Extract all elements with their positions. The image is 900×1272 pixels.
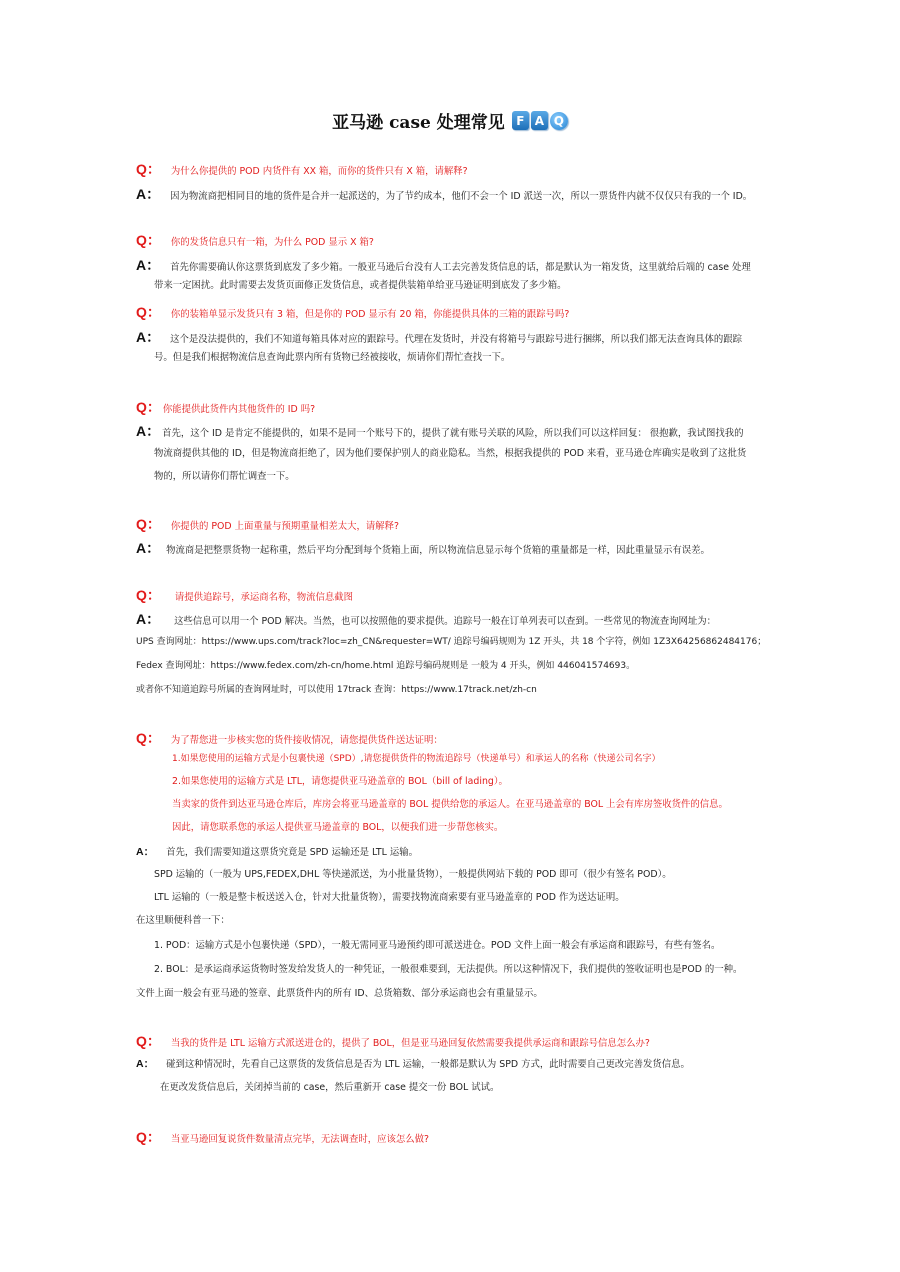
answer-4-line-3: 物的，所以请你们帮忙调查一下。	[154, 471, 295, 482]
answer-7-line-3: LTL 运输的（一般是整卡板送送入仓，针对大批量货物），需要找物流商索要有亚马逊盖章的 POD 作为送达证明。	[154, 892, 625, 903]
answer-8-line-2: 在更改发货信息后，关闭掉当前的 case，然后重新开 case 提交一份 BOL 试试。	[160, 1082, 500, 1093]
answer-8	[136, 1057, 690, 1072]
answer-7-line-6: 2. BOL：是承运商承运货物时签发给发货人的一种凭证，一般很难要到，无法提供。所以这种情况下，我们提供的签收证明也是POD 的一种。	[154, 964, 743, 975]
a-label: A：	[136, 257, 161, 273]
question-7-line-4: 当卖家的货件到达亚马逊仓库后，库房会将亚马逊盖章的 BOL 提供给您的承运人。在亚马逊盖章的 BOL 上会有库房签收货件的信息。	[172, 799, 728, 810]
q-label: Q：	[136, 161, 161, 177]
answer-5	[136, 541, 710, 558]
question-text: 当亚马逊回复说货件数量清点完毕，无法调查时，应该怎么做?	[170, 1134, 429, 1145]
question-3	[136, 305, 569, 322]
answer-6	[136, 612, 716, 629]
question-text: 你能提供此货件内其他货件的 ID 吗?	[162, 404, 316, 415]
answer-3	[136, 330, 742, 347]
question-text: 你的装箱单显示发货只有 3 箱，但是你的 POD 显示有 20 箱，你能提供具体的三箱的跟踪号吗?	[170, 309, 570, 320]
a-label: A：	[136, 423, 161, 439]
answer-2	[136, 258, 751, 275]
question-text: 为了帮您进一步核实您的货件接收情况，请您提供货件送达证明：	[170, 735, 443, 746]
title-row	[0, 108, 900, 133]
q-label: Q：	[136, 399, 161, 415]
question-text: 为什么你提供的 POD 内货件有 XX 箱，而你的货件只有 X 箱，请解释?	[170, 166, 468, 177]
answer-7-line-5: 1. POD：运输方式是小包裹快递（SPD），一般无需同亚马逊预约即可派送进仓。POD 文件上面一般会有承运商和跟踪号，有些有签名。	[154, 940, 721, 951]
a-label: A：	[136, 846, 155, 858]
answer-6-ups-line: UPS 查询网址：https://www.ups.com/track?loc=zh_CN&requester=WT/ 追踪号编码规则为 1Z 开头，共 18 个字符，例如 1Z3X64256862484176；	[136, 637, 767, 647]
answer-4	[136, 424, 744, 441]
question-4	[136, 400, 315, 417]
question-7-line-5: 因此，请您联系您的承运人提供亚马逊盖章的 BOL，以便我们进一步帮您核实。	[172, 822, 504, 833]
question-7-line-3: 2.如果您使用的运输方式是 LTL，请您提供亚马逊盖章的 BOL（bill of lading）。	[172, 776, 508, 787]
q-label: Q：	[136, 587, 161, 603]
answer-7-line-7: 文件上面一般会有亚马逊的签章、此票货件内的所有 ID、总货箱数、部分承运商也会有重量显示。	[136, 988, 543, 999]
answer-6-fedex-line: Fedex 查询网址：https://www.fedex.com/zh-cn/home.html 追踪号编码规则是 一般为 4 开头，例如 446041574693。	[136, 661, 636, 671]
q-label: Q：	[136, 730, 161, 746]
question-8	[136, 1034, 650, 1051]
a-label: A：	[136, 611, 161, 627]
answer-text: 碰到这种情况时，先看自己这票货的发货信息是否为 LTL 运输，一般都是默认为 SPD 方式，此时需要自己更改完善发货信息。	[166, 1059, 690, 1070]
question-1	[136, 162, 468, 179]
question-text: 你的发货信息只有一箱，为什么 POD 显示 X 箱?	[170, 237, 374, 248]
document-title: 亚马逊 case 处理常见	[332, 113, 505, 133]
q-label: Q：	[136, 1129, 161, 1145]
question-5	[136, 517, 399, 534]
answer-4-line-2: 物流商提供其他的 ID，但是物流商拒绝了，因为他们要保护别人的商业隐私。当然，根据我提供的 POD 来看，亚马逊仓库确实是收到了这批货	[154, 448, 747, 459]
answer-7	[136, 845, 418, 860]
question-text: 请提供追踪号，承运商名称，物流信息截图	[174, 592, 354, 603]
answer-text: 因为物流商把相同目的地的货件是合并一起派送的，为了节约成本，他们不会一个 ID 派送一次，所以一票货件内就不仅仅只有我的一个 ID。	[170, 191, 753, 202]
answer-text: 首先你需要确认你这票货到底发了多少箱。一般亚马逊后台没有人工去完善发货信息的话，都是默认为一箱发货，这里就给后端的 case 处理	[170, 262, 751, 273]
answer-text: 首先，这个 ID 是肯定不能提供的，如果不是同一个账号下的，提供了就有账号关联的风险，所以我们可以这样回复： 很抱歉，我试图找我的	[162, 428, 744, 439]
answer-6-17track-line: 或者你不知道追踪号所属的查询网址时，可以使用 17track 查询：https://www.17track.net/zh-cn	[136, 685, 537, 695]
q-label: Q：	[136, 232, 161, 248]
question-6	[136, 588, 353, 605]
answer-3-line-2: 号。但是我们根据物流信息查询此票内所有货物已经被接收，烦请你们帮忙查找一下。	[154, 352, 511, 363]
question-7-line-2: 1.如果您使用的运输方式是小包裹快递（SPD）,请您提供货件的物流追踪号（快递单号）和承运人的名称（快递公司名字）	[172, 754, 661, 764]
answer-text: 这个是没法提供的，我们不知道每箱具体对应的跟踪号。代理在发货时，并没有将箱号与跟踪号进行捆绑，所以我们都无法查询具体的跟踪	[170, 334, 743, 345]
question-text: 当我的货件是 LTL 运输方式派送进仓的，提供了 BOL，但是亚马逊回复依然需要我提供承运商和跟踪号信息怎么办?	[170, 1038, 650, 1049]
faq-logo-icon	[512, 111, 568, 130]
q-label: Q：	[136, 1033, 161, 1049]
answer-1	[136, 187, 752, 204]
q-label: Q：	[136, 516, 161, 532]
a-label: A：	[136, 1058, 155, 1070]
a-label: A：	[136, 540, 161, 556]
a-label: A：	[136, 329, 161, 345]
a-label: A：	[136, 186, 161, 202]
question-7	[136, 731, 443, 748]
faq-logo-letter-q: Q	[550, 112, 568, 130]
answer-text: 首先，我们需要知道这票货究竟是 SPD 运输还是 LTL 运输。	[166, 847, 418, 858]
answer-text: 这些信息可以用一个 POD 解决。当然，也可以按照他的要求提供。追踪号一般在订单列表可以查到。一些常见的物流查询网址为：	[174, 616, 716, 627]
faq-logo-letter-f: F	[512, 111, 529, 130]
answer-7-line-4: 在这里顺便科普一下：	[136, 915, 230, 926]
answer-7-line-2: SPD 运输的（一般为 UPS,FEDEX,DHL 等快递派送，为小批量货物），一般提供网站下载的 POD 即可（很少有签名 POD）。	[154, 869, 672, 880]
q-label: Q：	[136, 304, 161, 320]
answer-2-line-2: 带来一定困扰。此时需要去发货页面修正发货信息，或者提供装箱单给亚马逊证明到底发了多少箱。	[154, 280, 567, 291]
faq-logo-letter-a: A	[531, 111, 548, 130]
answer-text: 物流商是把整票货物一起称重，然后平均分配到每个货箱上面，所以物流信息显示每个货箱的重量都是一样，因此重量显示有误差。	[166, 545, 710, 556]
question-9	[136, 1130, 429, 1147]
question-text: 你提供的 POD 上面重量与预期重量相差太大，请解释?	[170, 521, 399, 532]
question-2	[136, 233, 374, 250]
